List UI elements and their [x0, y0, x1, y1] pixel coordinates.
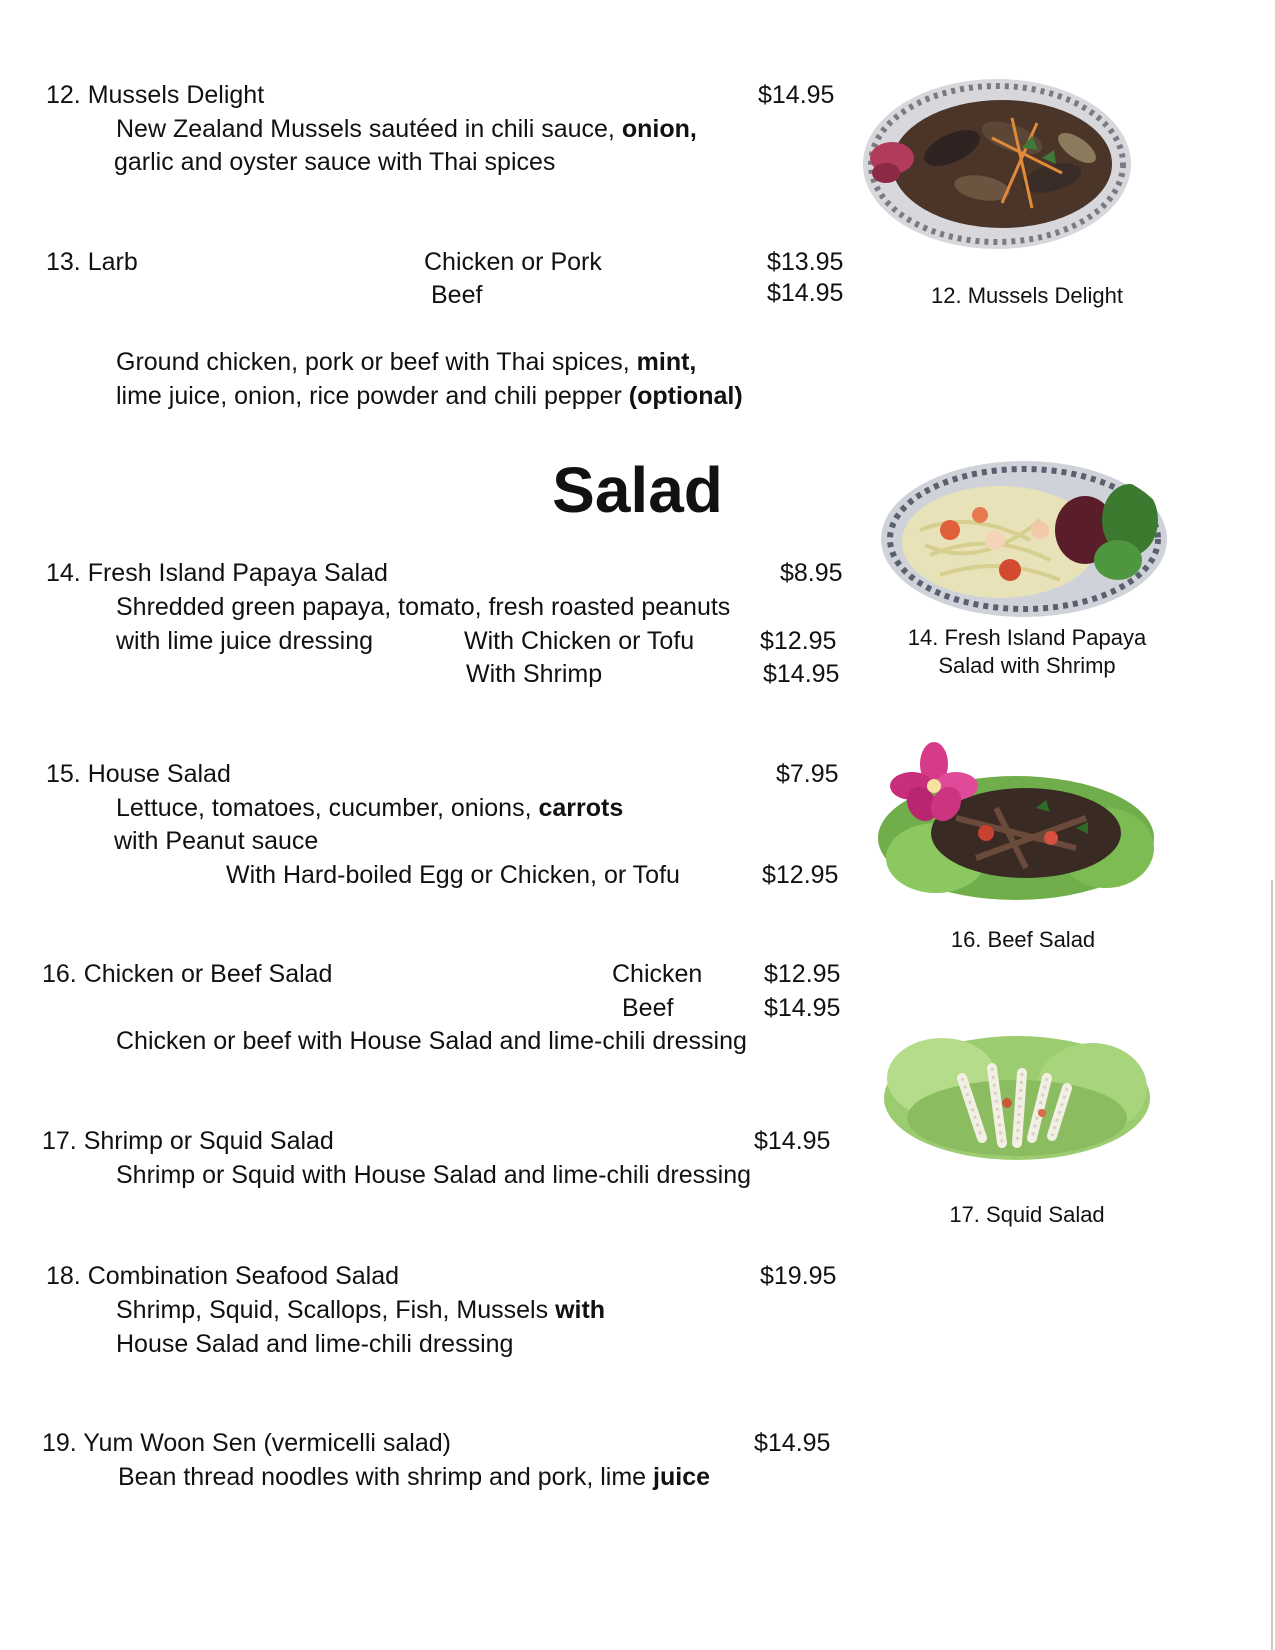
item-14-option2: With Shrimp: [466, 660, 603, 688]
beef-salad-photo: [876, 738, 1156, 908]
item-15-option1: With Hard-boiled Egg or Chicken, or Tofu: [226, 861, 680, 889]
caption-squid-salad: 17. Squid Salad: [949, 1202, 1105, 1227]
item-14-description-line2: with lime juice dressing: [116, 627, 374, 655]
caption-mussels-delight: 12. Mussels Delight: [931, 283, 1123, 308]
item-15-price: $7.95: [776, 760, 839, 788]
item-19-price: $14.95: [754, 1429, 831, 1457]
squid-salad-photo: [882, 1018, 1152, 1168]
item-12-price: $14.95: [758, 81, 835, 109]
item-12-description-line1: New Zealand Mussels sautéed in chili sauce, onion,: [116, 115, 697, 143]
papaya-salad-photo: [880, 460, 1168, 618]
item-19-name: 19. Yum Woon Sen (vermicelli salad): [42, 1429, 451, 1457]
item-13-price2: $14.95: [767, 279, 844, 307]
item-19-description: Bean thread noodles with shrimp and pork, lime juice: [118, 1463, 711, 1491]
item-15-description-line2: with Peanut sauce: [114, 827, 319, 855]
item-13-option1: Chicken or Pork: [424, 248, 602, 276]
item-16-price2: $14.95: [764, 994, 841, 1022]
item-15-price1: $12.95: [762, 861, 839, 889]
item-13-description-line1: Ground chicken, pork or beef with Thai spices, mint,: [116, 348, 697, 376]
item-13-price1: $13.95: [767, 248, 844, 276]
item-16-price1: $12.95: [764, 960, 841, 988]
item-16-description: Chicken or beef with House Salad and lime-chili dressing: [116, 1027, 747, 1055]
item-16-name: 16. Chicken or Beef Salad: [42, 960, 333, 988]
item-13-description-line2: lime juice, onion, rice powder and chili pepper (optional): [116, 382, 743, 410]
item-16-option2: Beef: [622, 994, 674, 1022]
item-15-name: 15. House Salad: [46, 760, 231, 788]
item-14-price2: $14.95: [763, 660, 840, 688]
item-18-price: $19.95: [760, 1262, 837, 1290]
mussels-delight-photo: [862, 78, 1132, 250]
item-17-name: 17. Shrimp or Squid Salad: [42, 1127, 334, 1155]
item-13-option2: Beef: [431, 281, 483, 309]
item-14-option1: With Chicken or Tofu: [464, 627, 695, 655]
item-14-description-line1: Shredded green papaya, tomato, fresh roasted peanuts: [116, 593, 731, 621]
caption-beef-salad: 16. Beef Salad: [950, 927, 1096, 952]
item-14-price1: $12.95: [760, 627, 837, 655]
item-12-name: 12. Mussels Delight: [46, 81, 265, 109]
item-18-name: 18. Combination Seafood Salad: [46, 1262, 400, 1290]
item-14-price: $8.95: [780, 559, 843, 587]
item-18-description-line2: House Salad and lime-chili dressing: [116, 1330, 514, 1358]
caption-papaya-salad-line2: Salad with Shrimp: [938, 653, 1116, 678]
page-edge-line: [1271, 880, 1273, 1650]
item-13-name: 13. Larb: [46, 248, 138, 276]
item-18-description-line1: Shrimp, Squid, Scallops, Fish, Mussels with: [116, 1296, 606, 1324]
section-heading-salad: Salad: [552, 454, 723, 526]
item-16-option1: Chicken: [612, 960, 703, 988]
item-17-price: $14.95: [754, 1127, 831, 1155]
caption-papaya-salad-line1: 14. Fresh Island Papaya: [907, 625, 1147, 650]
item-17-description: Shrimp or Squid with House Salad and lime-chili dressing: [116, 1161, 752, 1189]
item-14-name: 14. Fresh Island Papaya Salad: [46, 559, 388, 587]
item-15-description-line1: Lettuce, tomatoes, cucumber, onions, carrots: [116, 794, 624, 822]
item-12-description-line2: garlic and oyster sauce with Thai spices: [114, 148, 556, 176]
